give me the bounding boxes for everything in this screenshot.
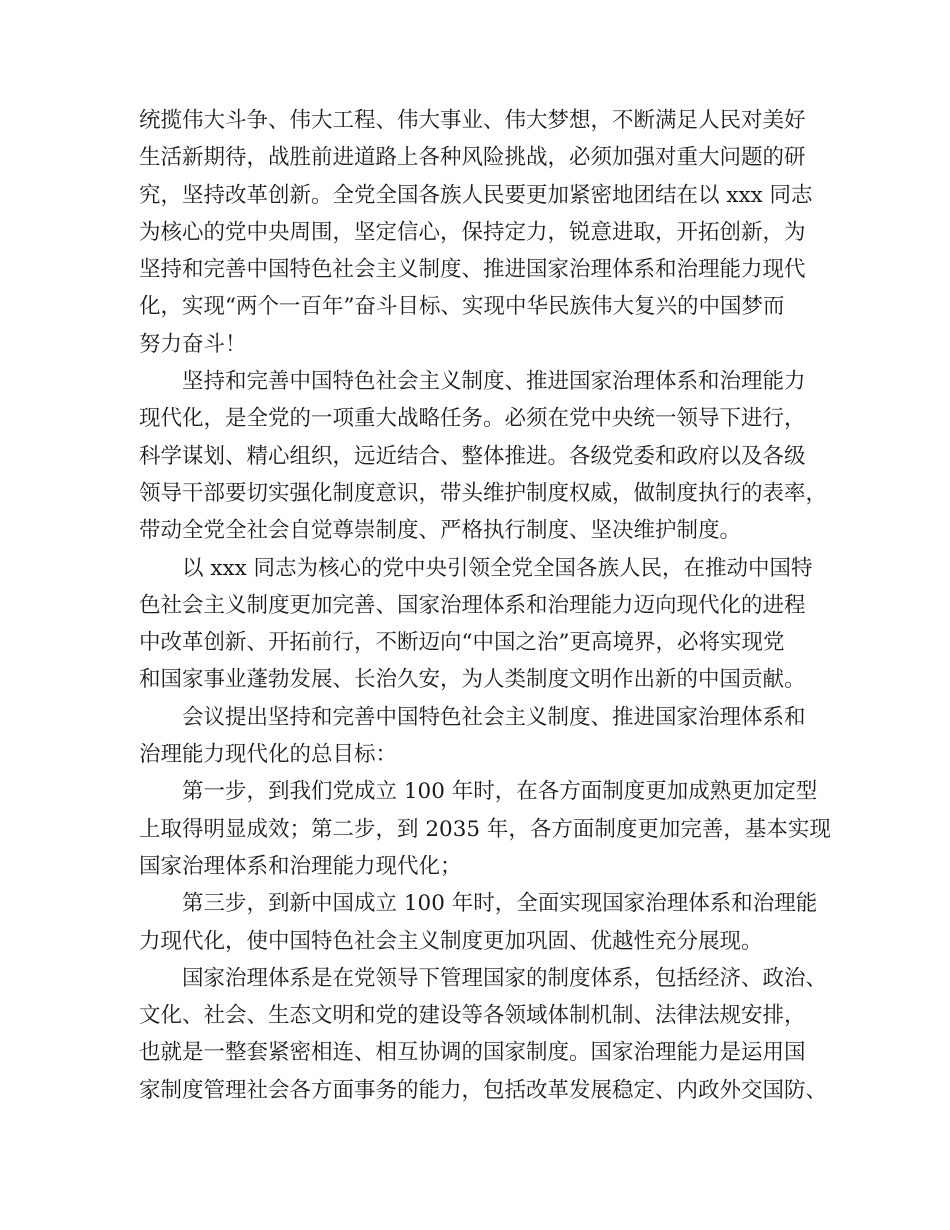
text-line: 第一步，到我们党成立 100 年时，在各方面制度更加成熟更加定型 (182, 779, 818, 805)
text-line: 生活新期待，战胜前进道路上各种风险挑战，必须加强对重大问题的研 (139, 145, 806, 171)
text-line: 以 xxx 同志为核心的党中央引领全党全国各族人民，在推动中国特 (182, 555, 813, 581)
text-line: 第三步，到新中国成立 100 年时，全面实现国家治理体系和治理能 (182, 891, 818, 917)
text-line: 和国家事业蓬勃发展、长治久安，为人类制度文明作出新的中国贡献。 (139, 667, 806, 693)
text-line: 也就是一整套紧密相连、相互协调的国家制度。国家治理能力是运用国 (139, 1040, 806, 1066)
text-line: 国家治理体系是在党领导下管理国家的制度体系，包括经济、政治、 (182, 965, 828, 991)
text-line: 带动全党全社会自觉尊崇制度、严格执行制度、坚决维护制度。 (139, 518, 742, 544)
text-line: 文化、社会、生态文明和党的建设等各领域体制机制、法律法规安排， (139, 1003, 806, 1029)
text-line: 现代化，是全党的一项重大战略任务。必须在党中央统一领导下进行， (139, 406, 806, 432)
document-body (139, 102, 839, 1109)
text-line: 科学谋划、精心组织，远近结合、整体推进。各级党委和政府以及各级 (139, 443, 806, 469)
text-line: 统揽伟大斗争、伟大工程、伟大事业、伟大梦想，不断满足人民对美好 (139, 108, 806, 133)
text-line: 中改革创新、开拓前行，不断迈向“中国之治”更高境界，必将实现党 (139, 630, 785, 656)
text-line: 家制度管理社会各方面事务的能力，包括改革发展稳定、内政外交国防、 (139, 1077, 828, 1103)
text-line: 国家治理体系和治理能力现代化； (139, 853, 462, 879)
text-line: 究，坚持改革创新。全党全国各族人民要更加紧密地团结在以 xxx 同志 (139, 182, 813, 208)
text-line: 会议提出坚持和完善中国特色社会主义制度、推进国家治理体系和 (182, 704, 806, 730)
text-line: 坚持和完善中国特色社会主义制度、推进国家治理体系和治理能力 (182, 369, 806, 395)
text-line: 努力奋斗！ (139, 331, 247, 357)
text-line: 力现代化，使中国特色社会主义制度更加巩固、优越性充分展现。 (139, 928, 763, 954)
text-line: 领导干部要切实强化制度意识，带头维护制度权威，做制度执行的表率， (139, 480, 828, 506)
text-line: 色社会主义制度更加完善、国家治理体系和治理能力迈向现代化的进程 (139, 592, 806, 618)
text-line: 坚持和完善中国特色社会主义制度、推进国家治理体系和治理能力现代 (139, 257, 806, 283)
text-line: 为核心的党中央周围，坚定信心，保持定力，锐意进取，开拓创新，为 (139, 219, 806, 245)
text-line: 治理能力现代化的总目标： (139, 742, 398, 768)
text-line: 上取得明显成效；第二步，到 2035 年，各方面制度更加完善，基本实现 (139, 816, 831, 842)
text-line: 化，实现“两个一百年”奋斗目标、实现中华民族伟大复兴的中国梦而 (139, 294, 785, 320)
